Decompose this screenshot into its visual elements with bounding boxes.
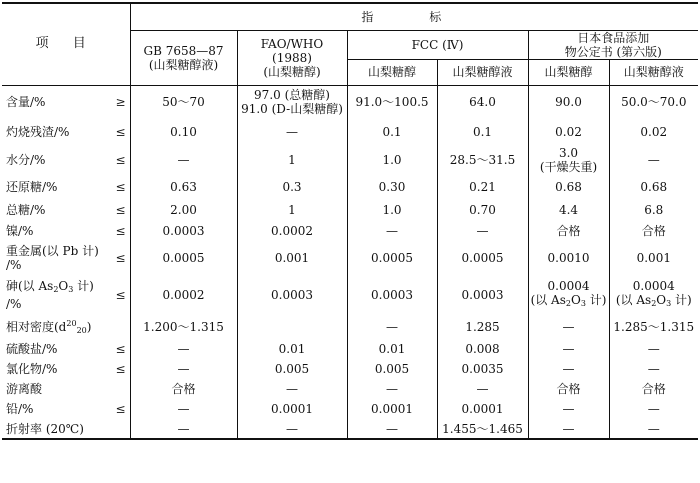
value-cell: — (130, 145, 237, 175)
table-row (2, 359, 698, 379)
table-row (2, 399, 698, 419)
value-cell: — (609, 339, 698, 359)
value-cell: 0.1 (347, 119, 437, 145)
header-fcc: FCC (Ⅳ) (347, 30, 528, 59)
table-row (2, 419, 698, 439)
value-cell: 0.63 (130, 175, 237, 199)
row-symbol: ≤ (115, 203, 126, 217)
header-jp-sorbitol: 山梨糖醇 (528, 59, 609, 85)
value-cell: 合格 (609, 379, 698, 399)
subscript: 3 (580, 299, 586, 308)
value-cell: 合格 (528, 221, 609, 241)
value-cell: 0.0002 (130, 275, 237, 315)
row-item-cell (2, 359, 130, 379)
row-item-label: 相对密度$(d^{20}_{20})$ (6, 318, 92, 335)
superscript: 20 (66, 318, 77, 328)
value-cell: 1.455～1.465 (437, 419, 528, 439)
row-item-label: 灼烧残渣/% (6, 125, 70, 139)
value-cell: — (609, 419, 698, 439)
row-item-label: 砷(以 $As_2O_3$ 计) /% (6, 279, 94, 311)
row-item-cell (2, 199, 130, 221)
row-item-cell (2, 275, 130, 315)
row-item-label: 氯化物/% (6, 362, 58, 376)
value-cell: 0.0003 (130, 221, 237, 241)
value-cell: 0.21 (437, 175, 528, 199)
value-cell: 0.0010 (528, 241, 609, 275)
value-cell: 0.0003 (437, 275, 528, 315)
value-cell: 0.001 (609, 241, 698, 275)
value-cell: — (609, 359, 698, 379)
value-cell: 0.008 (437, 339, 528, 359)
subscript: 3 (68, 285, 74, 294)
row-item-cell (2, 175, 130, 199)
row-symbol: ≤ (115, 342, 126, 356)
table-row (2, 175, 698, 199)
value-cell: 97.0 (总糖醇) 91.0 (D-山梨糖醇) (237, 85, 347, 119)
value-cell: 0.0004 (以 $As_2O_3$ 计) (528, 275, 609, 315)
value-cell: — (130, 419, 237, 439)
row-item-label: 含量/% (6, 95, 46, 110)
subscript: 2 (651, 299, 657, 308)
value-cell: — (347, 315, 437, 339)
subscript: 3 (666, 299, 672, 308)
value-cell: — (437, 221, 528, 241)
value-cell: 0.01 (347, 339, 437, 359)
header-gb: GB 7658—87 (山梨糖醇液) (130, 30, 237, 85)
value-cell: 0.02 (609, 119, 698, 145)
value-cell (237, 315, 347, 339)
row-item-label: 总糖/% (6, 203, 46, 217)
row-item-label: 折射率 (20℃) (6, 421, 84, 436)
table-row (2, 85, 698, 119)
value-cell: — (347, 379, 437, 399)
value-cell: — (237, 379, 347, 399)
value-cell: 64.0 (437, 85, 528, 119)
value-cell: 1.0 (347, 145, 437, 175)
value-cell: 1.285～1.315 (609, 315, 698, 339)
value-cell: 50～70 (130, 85, 237, 119)
value-cell: 3.0 (干燥失重) (528, 145, 609, 175)
value-cell: 0.0001 (347, 399, 437, 419)
value-cell: 90.0 (528, 85, 609, 119)
row-item-cell (2, 145, 130, 175)
value-cell: 0.0035 (437, 359, 528, 379)
header-jp-sorbitol-solution: 山梨糖醇液 (609, 59, 698, 85)
row-symbol: ≤ (115, 125, 126, 139)
table-row (2, 339, 698, 359)
value-cell: — (609, 145, 698, 175)
value-cell: — (528, 359, 609, 379)
table-row (2, 379, 698, 399)
value-cell: 1.200～1.315 (130, 315, 237, 339)
row-symbol: ≥ (115, 95, 126, 110)
row-symbol: ≤ (115, 180, 126, 194)
table-row (2, 119, 698, 145)
value-cell: 0.1 (437, 119, 528, 145)
header-indicator: 指 标 (130, 3, 698, 30)
value-cell: 0.30 (347, 175, 437, 199)
value-cell: — (609, 399, 698, 419)
spec-table (2, 2, 698, 440)
value-cell: 0.0005 (130, 241, 237, 275)
row-symbol: ≤ (115, 402, 126, 416)
row-item-cell (2, 221, 130, 241)
value-cell: — (347, 419, 437, 439)
value-cell: 0.0005 (437, 241, 528, 275)
row-item-label: 重金属(以 Pb 计) /% (6, 244, 99, 272)
row-item-label: 游离酸 (6, 382, 43, 396)
row-item-label: 还原糖/% (6, 180, 58, 194)
header-fcc-sorbitol-solution: 山梨糖醇液 (437, 59, 528, 85)
value-cell: — (528, 315, 609, 339)
value-cell: 0.005 (347, 359, 437, 379)
table-row (2, 221, 698, 241)
value-cell: 2.00 (130, 199, 237, 221)
row-item-label: 镍/% (6, 224, 34, 238)
subscript: 20 (76, 325, 87, 335)
value-cell: — (528, 339, 609, 359)
value-cell: 1 (237, 145, 347, 175)
value-cell: 0.0003 (237, 275, 347, 315)
row-symbol: ≤ (115, 251, 126, 265)
row-symbol: ≤ (115, 153, 126, 167)
value-cell: 0.68 (609, 175, 698, 199)
value-cell: 0.0004 (以 $As_2O_3$ 计) (609, 275, 698, 315)
row-item-label: 硫酸盐/% (6, 342, 58, 356)
value-cell: 合格 (528, 379, 609, 399)
row-item-label: 水分/% (6, 153, 46, 167)
row-item-label: 铅/% (6, 402, 34, 416)
value-cell: — (528, 399, 609, 419)
value-cell: 0.68 (528, 175, 609, 199)
value-cell: 1 (237, 199, 347, 221)
table-row (2, 275, 698, 315)
value-cell: — (347, 221, 437, 241)
row-item-cell (2, 315, 130, 339)
header-fao: FAO/WHO (1988) (山梨糖醇) (237, 30, 347, 85)
table-row (2, 199, 698, 221)
header-fcc-sorbitol: 山梨糖醇 (347, 59, 437, 85)
subscript: 2 (565, 299, 571, 308)
value-cell: — (130, 399, 237, 419)
value-cell: — (237, 119, 347, 145)
row-item-cell (2, 339, 130, 359)
value-cell: 0.70 (437, 199, 528, 221)
value-cell: 合格 (130, 379, 237, 399)
row-symbol: ≤ (115, 224, 126, 238)
row-item-cell (2, 379, 130, 399)
value-cell: — (237, 419, 347, 439)
value-cell: — (130, 339, 237, 359)
value-cell: 4.4 (528, 199, 609, 221)
value-cell: 0.01 (237, 339, 347, 359)
value-cell: 50.0～70.0 (609, 85, 698, 119)
row-symbol: ≤ (115, 362, 126, 376)
value-cell: 合格 (609, 221, 698, 241)
value-cell: 0.3 (237, 175, 347, 199)
value-cell: — (528, 419, 609, 439)
table-row (2, 145, 698, 175)
table-row (2, 241, 698, 275)
value-cell: 0.0003 (347, 275, 437, 315)
header-item: 项 目 (2, 3, 130, 85)
row-item-cell (2, 119, 130, 145)
value-cell: 91.0～100.5 (347, 85, 437, 119)
row-item-cell (2, 399, 130, 419)
value-cell: 6.8 (609, 199, 698, 221)
value-cell: 0.10 (130, 119, 237, 145)
value-cell: 0.0001 (437, 399, 528, 419)
subscript: 2 (53, 285, 59, 294)
value-cell: 1.0 (347, 199, 437, 221)
row-symbol: ≤ (115, 288, 126, 302)
value-cell: 0.0001 (237, 399, 347, 419)
value-cell: 1.285 (437, 315, 528, 339)
row-item-cell (2, 419, 130, 439)
value-cell: 0.0005 (347, 241, 437, 275)
table-row (2, 315, 698, 339)
value-cell: 28.5～31.5 (437, 145, 528, 175)
value-cell: 0.001 (237, 241, 347, 275)
value-cell: — (437, 379, 528, 399)
header-jp: 日本食品添加 物公定书 (第六版) (528, 30, 698, 59)
value-cell: 0.0002 (237, 221, 347, 241)
row-item-cell (2, 85, 130, 119)
value-cell: — (130, 359, 237, 379)
value-cell: 0.005 (237, 359, 347, 379)
row-item-cell (2, 241, 130, 275)
value-cell: 0.02 (528, 119, 609, 145)
